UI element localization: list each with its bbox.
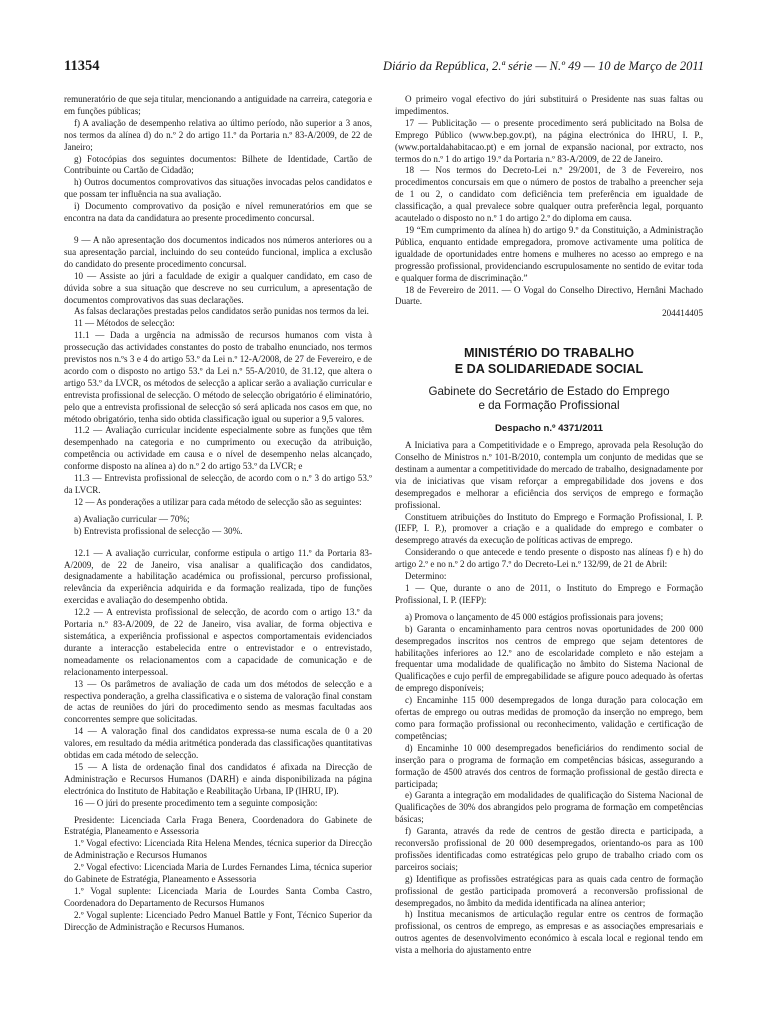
paragraph: b) Entrevista profissional de selecção — 30%. [74, 525, 243, 536]
paragraph: a) Avaliação curricular — 70%; [74, 513, 190, 524]
paragraph: g) Fotocópias dos seguintes documentos: Bilhete de Identidade, Cartão de Contribuinte ou Cartão de Cidadão; [64, 153, 372, 176]
paragraph: h) Outros documentos comprovativos das situações invocadas pelos candidatos e que possam ter influência na sua avaliação. [64, 177, 372, 200]
paragraph: 2.º Vogal efectivo: Licenciada Maria de Lurdes Fernandes Lima, técnica superior do Gabinete de Estratégia, Planeamento e Assessoria [64, 862, 372, 885]
paragraph: c) Encaminhe 115 000 desempregados de longa duração para colocação em ofertas de emprego ou outras medidas de promoção da inserção no emprego, bem como para formação profissional ou reconhecimento, validação e certificação de competências; [395, 695, 703, 741]
right-column [395, 94, 703, 957]
page-header [64, 58, 704, 76]
paragraph: O primeiro vogal efectivo do júri substituirá o Presidente nas suas faltas ou impedimentos. [395, 94, 703, 116]
paragraph: 1.º Vogal efectivo: Licenciada Rita Helena Mendes, técnica superior da Direcção de Administração e Recursos Humanos [64, 838, 372, 861]
paragraph: f) Garanta, através da rede de centros de gestão directa e participada, a reconversão profissional de 20 000 desempregados, orientando-os para as 100 profissões identificadas como estratégicas pelo grupo de trabalho criado com os parceiros sociais; [395, 826, 703, 872]
paragraph: 1.º Vogal suplente: Licenciada Maria de Lourdes Santa Comba Castro, Coordenadora do Departamento de Recursos Humanos [64, 886, 372, 908]
paragraph: 1 — Que, durante o ano de 2011, o Instituto do Emprego e Formação Profissional, I. P. (IEFP): [395, 583, 703, 605]
ministry-line-1: MINISTÉRIO DO TRABALHO [463, 346, 634, 361]
document-code: 204414405 [662, 308, 703, 319]
paragraph: Presidente: Licenciada Carla Fraga Benera, Coordenadora do Gabinete de Estratégia, Planeamento e Assessoria [64, 814, 372, 837]
paragraph: 11 — Métodos de selecção: [74, 318, 175, 329]
paragraph: d) Encaminhe 10 000 desempregados beneficiários do rendimento social de inserção para o programa de formação em competências básicas, assegurando a formação de 4500 através dos centros de formação profissional de gestão directa e participada; [395, 742, 703, 789]
paragraph: 2.º Vogal suplente: Licenciado Pedro Manuel Battle y Font, Técnico Superior da Direcção de Administração e Recursos Humanos. [64, 909, 372, 932]
gabinete-line-2: e da Formação Profissional [478, 399, 620, 413]
paragraph: i) Documento comprovativo da posição e nível remuneratórios em que se encontra na data da candidatura ao presente procedimento concursal. [64, 201, 372, 224]
paragraph: 15 — A lista de ordenação final dos candidatos é afixada na Direcção de Administração e Recursos Humanos (DARH) e ainda disponibilizada na página electrónica do Instituto de Habitação e Reabilitação Urbana, IP (IHRU, IP). [64, 761, 372, 796]
paragraph: 19 “Em cumprimento da alínea h) do artigo 9.º da Constituição, a Administração Pública, enquanto entidade empregadora, promove activamente uma política de igualdade de oportunidades entre homens e mulheres no acesso ao emprego e na progressão profissional, providenciando escrupulosamente no sentido de evitar toda e qualquer forma de discriminação.” [395, 224, 703, 283]
paragraph: Constituem atribuições do Instituto do Emprego e Formação Profissional, I. P. (IEFP, I. P.), promover a criação e a qualidade do emprego e combater o desemprego através da execução de políticas activas de emprego. [395, 511, 703, 546]
paragraph: 9 — A não apresentação dos documentos indicados nos números anteriores ou a sua apresentação parcial, incluindo do seu conteúdo funcional, implica a exclusão do candidato do presente procedimento concursal. [64, 234, 372, 269]
ministry-line-2: E DA SOLIDARIEDADE SOCIAL [454, 361, 644, 376]
journal-title: Diário da República, 2.ª série — N.º 49 — 10 de Março de 2011 [383, 59, 704, 73]
paragraph: 17 — Publicitação — o presente procedimento será publicitado na Bolsa de Emprego Público (www.bep.gov.pt), na página electrónica do IHRU, I. P., (www.portaldahabitacao.pt) e em jornal de expansão nacional, por extracto, nos termos do n.º 1 do artigo 19.º da Portaria n.º 83-A/2009, de 22 de Janeiro. [395, 117, 703, 164]
signature-line: 18 de Fevereiro de 2011. — O Vogal do Conselho Directivo, Hernâni Machado Duarte. [395, 284, 703, 307]
paragraph: As falsas declarações prestadas pelos candidatos serão punidas nos termos da lei. [74, 306, 369, 317]
paragraph: 12.2 — A entrevista profissional de selecção, de acordo com o artigo 13.º da Portaria n.º 83-A/2009, de 22 de Janeiro, visa avaliar, de forma objectiva e sistemática, a experiência profissional e aspectos comportamentais evidenciados durante a interacção estabelecida entre o entrevistador e o entrevistado, nomeadamente os relacionamentos com a capacidade de comunicação e de relacionamento interpessoal. [64, 607, 372, 677]
paragraph: 13 — Os parâmetros de avaliação de cada um dos métodos de selecção e a respectiva ponderação, a grelha classificativa e o sistema de valoração final constam de actas de reuniões do júri do procedimento sendo as mesmas facultadas aos concorrentes sempre que solicitadas. [64, 678, 372, 725]
paragraph: 12 — As ponderações a utilizar para cada método de selecção são as seguintes: [74, 496, 362, 507]
page-number: 11354 [64, 58, 100, 74]
paragraph: 12.1 — A avaliação curricular, conforme estipula o artigo 11.º da Portaria 83-A/2009, de 22 de Janeiro, visa analisar a qualificação dos candidatos, designadamente a habilitação académica ou profissional, percurso profissional, relevância da experiência adquirida e da formação realizada, tipo de funções exercidas e avaliação do desempenho obtida. [64, 547, 372, 606]
paragraph: g) Identifique as profissões estratégicas para as quais cada centro de formação profissional de gestão participada promoverá a reconversão profissional de desempregados, no âmbito da medida identificada na alínea anterior; [395, 873, 703, 908]
paragraph: 14 — A valoração final dos candidatos expressa-se numa escala de 0 a 20 valores, em resultado da média aritmética ponderada das classificações quantitativas obtidas em cada método de selecção. [64, 726, 372, 761]
gabinete-heading [395, 385, 703, 413]
paragraph: 10 — Assiste ao júri a faculdade de exigir a qualquer candidato, em caso de dúvida sobre a sua situação que descreve no seu curriculum, a apresentação de documentos comprovativos das suas declarações. [64, 270, 372, 305]
paragraph: Determino: [405, 571, 447, 582]
paragraph: Considerando o que antecede e tendo presente o disposto nas alíneas f) e h) do artigo 2.º e no n.º 2 do artigo 7.º do Decreto-Lei n.º 132/99, de 21 de Abril: [395, 547, 703, 570]
ministry-heading [395, 346, 703, 377]
paragraph: 11.1 — Dada a urgência na admissão de recursos humanos com vista à prossecução das actividades constantes do posto de trabalho enunciado, nos termos previstos nos n.ºs 3 e 4 do artigo 53.º da Lei n.º 12-A/2008, de 27 de Fevereiro, e de acordo com o disposto no artigo 53.º da Lei n.º 55-A/2010, de 31.12, que altera o artigo 53.º da LVCR, os métodos de selecção a aplicar serão a avaliação curricular e entrevista profissional de selecção. O método de selecção obrigatório é eliminatório, pelo que a entrevista profissional de selecção só será aplicada nos casos em que, no método obrigatório, tenha sido obtida classificação igual ou superior a 9,5 valores. [64, 330, 372, 424]
paragraph: f) A avaliação de desempenho relativa ao último período, não superior a 3 anos, nos termos da alínea d) do n.º 2 do artigo 11.º da Portaria n.º 83-A/2009, de 22 de Janeiro; [64, 117, 372, 152]
paragraph: 16 — O júri do presente procedimento tem a seguinte composição: [74, 797, 318, 808]
despacho-title: Despacho n.º 4371/2011 [494, 423, 604, 435]
paragraph: b) Garanta o encaminhamento para centros novas oportunidades de 200 000 desempregados inscritos nos centros de emprego que sejam detentores de habilitações inferiores ao 12.º ano de escolaridade completo e não estejam a frequentar uma modalidade de qualificação no âmbito do Sistema Nacional de Qualificações e cujo perfil de empregabilidade se afigure pouco adequado às ofertas de emprego disponíveis; [395, 623, 703, 694]
paragraph: a) Promova o lançamento de 45 000 estágios profissionais para jovens; [405, 611, 664, 622]
gabinete-line-1: Gabinete do Secretário de Estado do Emprego [428, 385, 670, 399]
right-column-top [395, 94, 703, 285]
paragraph: remuneratório de que seja titular, mencionando a antiguidade na carreira, categoria e em funções públicas; [64, 94, 372, 116]
left-column [64, 94, 372, 934]
paragraph: 18 — Nos termos do Decreto-Lei n.º 29/2001, de 3 de Fevereiro, nos procedimentos concursais em que o número de postos de trabalho a preencher seja de 1 ou 2, o candidato com deficiência tem preferência em igualdade de classificação, a qual prevalece sobre qualquer outra preferência legal, porquanto acautelado o disposto no n.º 1 do artigo 2.º do diploma em causa. [395, 165, 703, 224]
paragraph: e) Garanta a integração em modalidades de qualificação do Sistema Nacional de Qualificações de 30% dos abrangidos pelo programa de formação em competências básicas; [395, 790, 703, 825]
paragraph: 11.2 — Avaliação curricular incidente especialmente sobre as funções que têm desempenhado na categoria e no cumprimento ou execução da atribuição, competência ou actividade em causa e o nível de desempenho nelas alcançado, conforme disposto na alínea a) do n.º 2 do artigo 53.º da LVCR; e [64, 425, 372, 472]
paragraph: h) Institua mecanismos de articulação regular entre os centros de formação profissional, os centros de emprego, as empresas e as associações empresariais e outros agentes de desenvolvimento económico à escala local e regional tendo em vista a melhoria do ajustamento entre [395, 909, 703, 956]
right-column-bottom [395, 440, 703, 957]
paragraph: A Iniciativa para a Competitividade e o Emprego, aprovada pela Resolução do Conselho de Ministros n.º 101-B/2010, contempla um conjunto de medidas que se destinam a aumentar a competitividade do mercado de trabalho, designadamente por via de iniciativas que visam reforçar a empregabilidade dos jovens e dos desempregados e melhorar a eficiência dos serviços de emprego e formação profissional. [395, 440, 703, 510]
paragraph: 11.3 — Entrevista profissional de selecção, de acordo com o n.º 3 do artigo 53.º da LVCR. [64, 473, 372, 495]
